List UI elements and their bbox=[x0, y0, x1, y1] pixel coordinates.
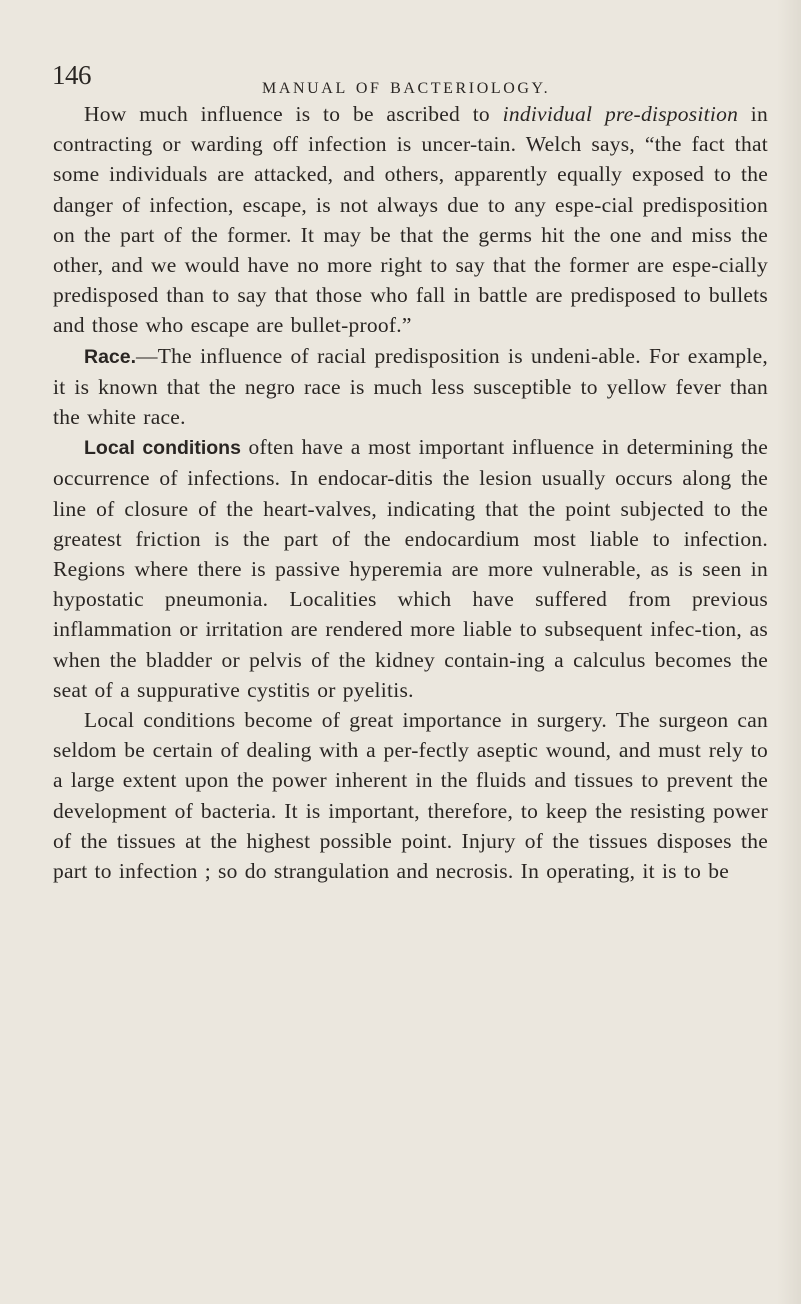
paragraph-surgery bbox=[53, 705, 768, 886]
paragraph-predisposition bbox=[53, 99, 768, 341]
emphasized-term: individual pre-disposition bbox=[502, 102, 739, 126]
paragraph-text: in contracting or warding off infection is uncer-tain. Welch says, “the fact that some individuals are attacked, and others, apparently equally exposed to the danger of infection, escape, is not always due to any espe-cial predisposition on the part of the former. It may be that the germs hit the one and miss the other, and we would have no more right to say that the former are espe-cially predisposed than to say that those who fall in battle are predisposed to bullets and those who escape are bullet-proof.” bbox=[53, 102, 768, 338]
section-heading-race: Race. bbox=[84, 345, 137, 368]
paragraph-text: —The influence of racial predisposition is undeni-able. For example, it is known that the negro race is much less susceptible to yellow fever than the white race. bbox=[53, 343, 768, 430]
running-title: MANUAL OF BACTERIOLOGY. bbox=[262, 80, 551, 97]
section-heading-local-conditions: Local conditions bbox=[84, 437, 241, 460]
paragraph-local-conditions bbox=[53, 432, 768, 705]
running-header bbox=[52, 60, 752, 100]
paragraph-text: often have a most important influence in determining the occurrence of infections. In endocar-ditis the lesion usually occurs along the line of closure of the heart-valves, indicating that the point subjected to the greatest friction is the part of the endocardium most liable to infection. Regions where there is passive hyperemia are more vulnerable, as is seen in hypostatic pneumonia. Localities which have suffered from previous inflammation or irritation are rendered more liable to subsequent infec-tion, as when the bladder or pelvis of the kidney contain-ing a calculus becomes the seat of a suppurative cystitis or pyelitis. bbox=[53, 435, 768, 702]
paragraph-race bbox=[53, 341, 768, 433]
page-number: 146 bbox=[52, 60, 91, 90]
paragraph-text: Local conditions become of great importance in surgery. The surgeon can seldom be certain of dealing with a per-fectly aseptic wound, and must rely to a large extent upon the power inherent in the fluids and tissues to prevent the development of bacteria. It is important, therefore, to keep the resisting power of the tissues at the highest possible point. Injury of the tissues disposes the part to infection ; so do strangulation and necrosis. In operating, it is to be bbox=[53, 708, 768, 884]
body-text bbox=[53, 99, 768, 886]
paragraph-text: How much influence is to be ascribed to bbox=[84, 102, 503, 126]
